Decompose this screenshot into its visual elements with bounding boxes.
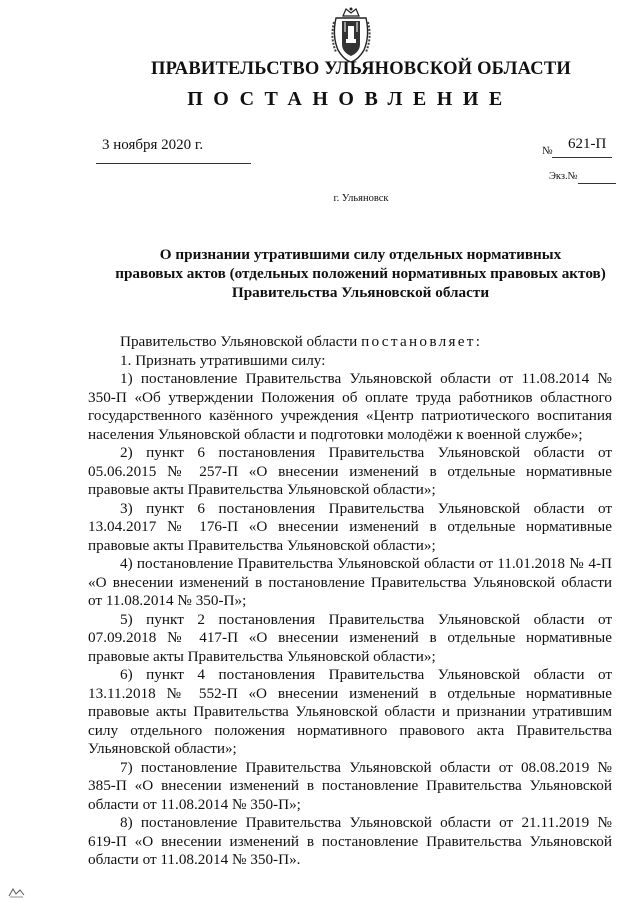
list-item: 1) постановление Правительства Ульяновской области от 11.08.2014 № 350-П «Об утверждении Положения об оплате труда работников областного государственного казённого учреждения «Центр патриотического воспитания населения Ульяновской области и подготовки молодёжи к военной службе»; [88, 370, 612, 443]
list-item: 3) пункт 6 постановления Правительства Ульяновской области от 13.04.2017 № 176-П «О внесении изменений в отдельные нормативные правовые акты Правительства Ульяновской области»; [88, 499, 612, 554]
coat-of-arms-emblem [328, 6, 374, 64]
title-line-1: О признании утратившими силу отдельных нормативных [159, 246, 562, 263]
copy-number-underline [578, 183, 616, 184]
document-title [105, 245, 616, 302]
document-body [88, 333, 612, 870]
corner-scan-mark [8, 886, 26, 898]
date-underline [96, 163, 251, 164]
number-label: № [542, 145, 553, 157]
list-item: 6) пункт 4 постановления Правительства Ульяновской области от 13.11.2018 № 552-П «О внесении изменений в отдельные нормативные правовые акты Правительства Ульяновской области и признании утратившим силу отдельного положения нормативного правового акта Правительства Ульяновской области»; [88, 666, 612, 757]
copy-number-label: Экз.№ [549, 171, 578, 182]
document-date: 3 ноября 2020 г. [102, 137, 204, 153]
list-item: 8) постановление Правительства Ульяновской области от 21.11.2019 № 619-П «О внесении изменений в постановление Правительства Ульяновской области от 11.08.2014 № 350-П». [88, 814, 612, 868]
document-number: 621-П [568, 136, 607, 152]
number-underline [552, 157, 612, 158]
intro-prefix: Правительство Ульяновской области [120, 333, 358, 350]
government-name: ПРАВИТЕЛЬСТВО УЛЬЯНОВСКОЙ ОБЛАСТИ [151, 59, 571, 79]
list-item: 4) постановление Правительства Ульяновской области от 11.01.2018 № 4-П «О внесении изменений в постановление Правительства Ульяновской области от 11.08.2014 № 350-П»; [88, 555, 612, 609]
intro-decree-word: постановляет: [361, 333, 483, 350]
list-item: 7) постановление Правительства Ульяновской области от 08.08.2019 № 385-П «О внесении изменений в постановление Правительства Ульяновской области от 11.08.2014 № 350-П»; [88, 758, 612, 813]
point-1: 1. Признать утратившими силу: [120, 351, 326, 369]
city-name: г. Ульяновск [333, 193, 389, 204]
list-item: 5) пункт 2 постановления Правительства Ульяновской области от 07.09.2018 № 417-П «О внесении изменений в отдельные нормативные правовые акты Правительства Ульяновской области»; [88, 610, 612, 665]
document-type: ПОСТАНОВЛЕНИЕ [187, 88, 513, 110]
title-line-3: Правительства Ульяновской области [231, 284, 490, 301]
intro-paragraph [88, 333, 612, 352]
title-line-2: правовых актов (отдельных положений нормативных правовых актов) [115, 265, 606, 282]
list-item: 2) пункт 6 постановления Правительства Ульяновской области от 05.06.2015 № 257-П «О внесении изменений в отдельные нормативные правовые акты Правительства Ульяновской области»; [88, 444, 612, 498]
